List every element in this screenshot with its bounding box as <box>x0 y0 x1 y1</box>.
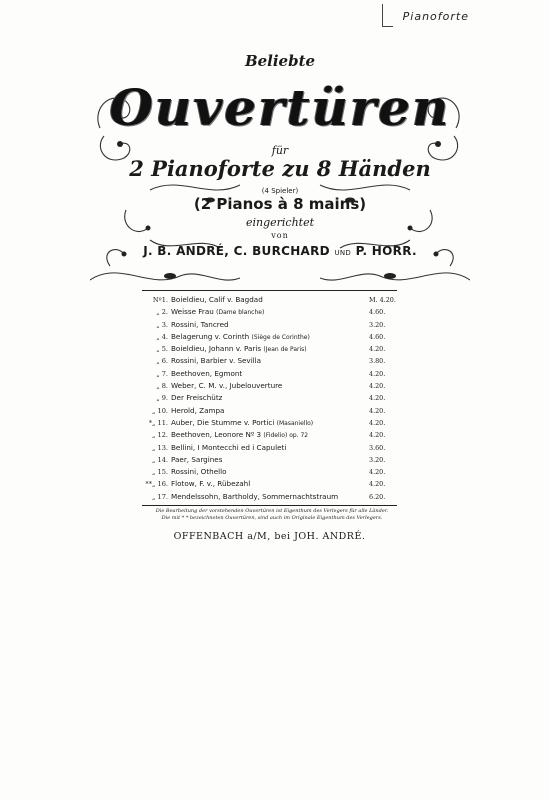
arranger-1: J. B. ANDRÉ, C. BURCHARD <box>143 244 330 258</box>
work-title <box>171 429 308 442</box>
work-number: „ 7. <box>156 369 168 378</box>
publisher-imprint: OFFENBACH a/M, bei JOH. ANDRÉ. <box>173 531 366 542</box>
main-title: Ouvertüren <box>109 78 451 137</box>
work-price: 4.20. <box>369 382 386 391</box>
work-price: 3.20. <box>369 320 386 329</box>
heading-beliebte: Beliebte <box>244 52 316 70</box>
work-title-text: Auber, Die Stumme v. Portici <box>171 417 275 427</box>
work-row <box>142 405 397 417</box>
work-price: 6.20. <box>369 492 386 501</box>
work-title-text: Rossini, Barbier v. Sevilla <box>171 356 262 366</box>
work-number: **„ 16. <box>145 480 168 489</box>
work-title-text: Paer, Sargines <box>171 454 223 464</box>
copyright-note: Die Bearbeitung der vorstehenden Ouvertüren ist Eigenthum des Verlegers für alle Länder. <box>155 508 389 514</box>
work-number: „ 3. <box>156 320 168 329</box>
work-number: „ 12. <box>152 431 168 440</box>
work-title <box>171 491 338 503</box>
work-number: „ 6. <box>156 357 168 366</box>
work-number: „ 5. <box>156 345 168 354</box>
work-price: 4.20. <box>369 345 386 354</box>
work-subtitle: (Fidelio) op. 72 <box>263 432 309 440</box>
work-title <box>171 368 242 380</box>
work-price: 4.20. <box>369 480 386 489</box>
works-list <box>142 294 397 503</box>
work-title-text: Mendelssohn, Bartholdy, Sommernachtstraum <box>171 491 339 501</box>
work-title-text: Flotow, F. v., Rübezahl <box>171 479 251 489</box>
work-title-text: Boieldieu, Calif v. Bagdad <box>171 295 263 304</box>
arranger-2: P. HORR. <box>355 244 417 258</box>
work-title-text: Boieldieu, Johann v. Paris <box>171 344 262 354</box>
work-number: „ 13. <box>152 443 168 452</box>
work-title <box>171 355 261 367</box>
work-row <box>142 478 397 490</box>
work-row <box>142 306 397 318</box>
work-number: „ 15. <box>152 468 168 477</box>
french-subtitle: (2 Pianos à 8 mains) <box>193 195 367 213</box>
work-price: 4.20. <box>369 406 386 415</box>
work-number: *„ 11. <box>148 418 168 427</box>
work-price: 4.20. <box>369 468 386 477</box>
work-title <box>171 478 250 490</box>
work-subtitle: (Siège de Corinthe) <box>251 333 310 341</box>
list-top-rule <box>142 290 397 291</box>
heading-von: von <box>271 231 289 240</box>
instrumentation-title: 2 Pianoforte zu 8 Händen <box>129 156 431 181</box>
title-block <box>90 40 470 295</box>
work-price: M. 4.20. <box>369 296 396 304</box>
work-price: 4.20. <box>369 418 386 427</box>
work-title-text: Beethoven, Egmont <box>171 368 243 378</box>
work-title-text: Belagerung v. Corinth <box>171 331 250 341</box>
work-title-text: Herold, Zampa <box>171 405 225 415</box>
work-row <box>142 319 397 331</box>
work-title <box>171 417 313 430</box>
work-row <box>142 392 397 404</box>
work-price: 4.60. <box>369 332 386 341</box>
work-number: „ 2. <box>156 308 168 317</box>
work-title-text: Rossini, Othello <box>171 467 227 477</box>
work-title <box>171 442 286 454</box>
work-row <box>142 442 397 454</box>
work-number: „ 14. <box>152 455 168 464</box>
work-price: 3.60. <box>369 443 386 452</box>
work-number: „ 8. <box>156 382 168 391</box>
work-title <box>171 466 227 478</box>
work-row <box>142 417 397 429</box>
work-subtitle: (Dame blanche) <box>216 309 265 317</box>
work-title-text: Der Freischütz <box>171 393 223 403</box>
work-price: 4.20. <box>369 394 386 403</box>
work-row <box>142 380 397 392</box>
work-title <box>171 380 282 392</box>
list-bottom-rule <box>142 505 397 506</box>
work-title <box>171 294 263 306</box>
work-title-text: Bellini, I Montecchi ed i Capuleti <box>171 442 287 452</box>
work-row <box>142 454 397 466</box>
work-title <box>171 405 224 417</box>
work-row <box>142 355 397 367</box>
work-price: 3.20. <box>369 455 386 464</box>
players-note: (4 Spieler) <box>261 187 299 195</box>
work-row <box>142 491 397 503</box>
handwritten-note: Pianoforte <box>402 10 469 23</box>
work-price: 3.80. <box>369 357 386 366</box>
work-number: „ 10. <box>152 406 168 415</box>
heading-fuer: für <box>271 144 289 157</box>
work-number: „ 4. <box>156 332 168 341</box>
work-number: „ 17. <box>152 492 168 501</box>
work-number: „ 9. <box>156 394 168 403</box>
heading-eingerichtet: eingerichtet <box>245 216 315 229</box>
work-title <box>171 454 222 466</box>
work-row <box>142 368 397 380</box>
work-row <box>142 343 397 355</box>
work-subtitle: (Masaniello) <box>276 419 314 427</box>
work-title-text: Weber, C. M. v., Jubelouverture <box>171 381 283 391</box>
work-row <box>142 466 397 478</box>
work-title-text: Beethoven, Leonore Nº 3 <box>171 430 262 440</box>
work-title <box>171 343 307 356</box>
work-title <box>171 306 264 319</box>
work-subtitle: (Jean de Paris) <box>263 346 307 354</box>
work-title-text: Weisse Frau <box>171 307 214 317</box>
work-title <box>171 331 310 344</box>
handwritten-mark <box>382 4 393 27</box>
ownership-note: Die mit * * bezeichneten Ouvertüren, sind auch im Originale Eigenthum des Verlegers. <box>161 515 383 521</box>
work-row <box>142 331 397 343</box>
work-price: 4.60. <box>369 308 386 317</box>
work-title <box>171 319 229 331</box>
work-title-text: Rossini, Tancred <box>171 319 229 329</box>
work-price: 4.20. <box>369 369 386 378</box>
work-row <box>142 294 397 306</box>
work-price: 4.20. <box>369 431 386 440</box>
work-title <box>171 392 222 404</box>
arranger-conjunction: UND <box>334 249 352 257</box>
work-number: Nº1. <box>152 296 168 304</box>
arrangers-line <box>90 244 470 258</box>
work-row <box>142 429 397 441</box>
